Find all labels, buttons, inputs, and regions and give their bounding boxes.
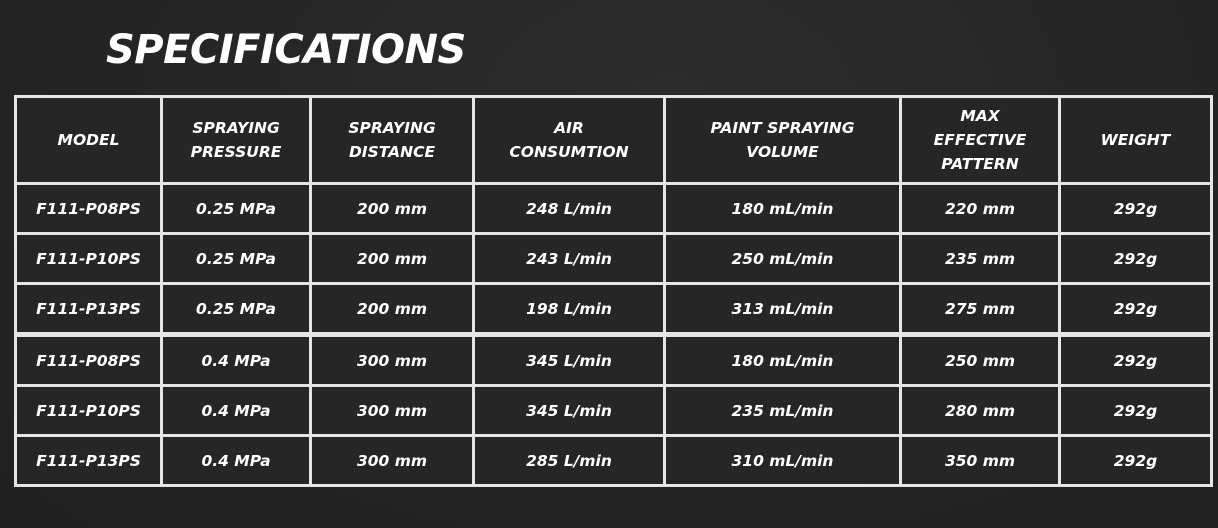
cell-spraying-distance: 200 mm <box>311 184 474 234</box>
cell-paint-spraying-volume: 180 mL/min <box>665 335 901 386</box>
header-paint-spraying-volume <box>665 97 901 184</box>
cell-weight: 292g <box>1060 436 1212 486</box>
cell-max-effective-pattern: 250 mm <box>901 335 1060 386</box>
header-air-consumption <box>474 97 665 184</box>
cell-weight: 292g <box>1060 234 1212 284</box>
header-weight-line: WEIGHT <box>1100 131 1171 149</box>
header-spraying-distance-line-1: SPRAYING <box>348 119 436 137</box>
cell-spraying-pressure: 0.25 MPa <box>162 184 311 234</box>
header-spraying-distance-line-2: DISTANCE <box>348 143 436 161</box>
header-paint-spraying-volume-line-2: VOLUME <box>746 143 819 161</box>
header-air-consumption-line-1: AIR <box>554 119 584 137</box>
cell-weight: 292g <box>1060 184 1212 234</box>
cell-air-consumption: 285 L/min <box>474 436 665 486</box>
cell-weight: 292g <box>1060 284 1212 335</box>
cell-max-effective-pattern: 280 mm <box>901 386 1060 436</box>
cell-weight: 292g <box>1060 335 1212 386</box>
cell-max-effective-pattern: 220 mm <box>901 184 1060 234</box>
cell-spraying-pressure: 0.25 MPa <box>162 284 311 335</box>
cell-paint-spraying-volume: 235 mL/min <box>665 386 901 436</box>
header-air-consumption-line-2: CONSUMTION <box>509 143 629 161</box>
cell-air-consumption: 345 L/min <box>474 386 665 436</box>
header-paint-spraying-volume-line-1: PAINT SPRAYING <box>710 119 855 137</box>
cell-model: F111-P10PS <box>16 386 162 436</box>
cell-paint-spraying-volume: 180 mL/min <box>665 184 901 234</box>
cell-model: F111-P08PS <box>16 184 162 234</box>
cell-model: F111-P13PS <box>16 284 162 335</box>
header-model-line: MODEL <box>57 131 120 149</box>
cell-max-effective-pattern: 275 mm <box>901 284 1060 335</box>
header-spraying-pressure-line-2: PRESSURE <box>190 143 282 161</box>
page-title: SPECIFICATIONS <box>106 27 466 73</box>
header-max-effective-pattern-line-3: PATTERN <box>941 155 1019 173</box>
header-max-effective-pattern <box>901 97 1060 184</box>
table-row <box>16 436 1212 486</box>
cell-spraying-pressure: 0.4 MPa <box>162 436 311 486</box>
cell-air-consumption: 345 L/min <box>474 335 665 386</box>
cell-paint-spraying-volume: 313 mL/min <box>665 284 901 335</box>
table-row <box>16 335 1212 386</box>
cell-spraying-distance: 300 mm <box>311 436 474 486</box>
header-weight <box>1060 97 1212 184</box>
specifications-table <box>14 95 1213 487</box>
cell-model: F111-P10PS <box>16 234 162 284</box>
cell-max-effective-pattern: 235 mm <box>901 234 1060 284</box>
cell-model: F111-P13PS <box>16 436 162 486</box>
header-max-effective-pattern-line-2: EFFECTIVE <box>933 131 1027 149</box>
cell-paint-spraying-volume: 250 mL/min <box>665 234 901 284</box>
header-spraying-pressure-line-1: SPRAYING <box>192 119 280 137</box>
cell-air-consumption: 248 L/min <box>474 184 665 234</box>
cell-spraying-distance: 200 mm <box>311 234 474 284</box>
table-row <box>16 184 1212 234</box>
cell-max-effective-pattern: 350 mm <box>901 436 1060 486</box>
header-model <box>16 97 162 184</box>
cell-spraying-distance: 300 mm <box>311 386 474 436</box>
header-spraying-distance <box>311 97 474 184</box>
cell-air-consumption: 243 L/min <box>474 234 665 284</box>
cell-spraying-distance: 300 mm <box>311 335 474 386</box>
cell-model: F111-P08PS <box>16 335 162 386</box>
cell-spraying-pressure: 0.4 MPa <box>162 386 311 436</box>
table-row <box>16 234 1212 284</box>
cell-weight: 292g <box>1060 386 1212 436</box>
cell-spraying-pressure: 0.25 MPa <box>162 234 311 284</box>
table-header-row <box>16 97 1212 184</box>
cell-air-consumption: 198 L/min <box>474 284 665 335</box>
cell-paint-spraying-volume: 310 mL/min <box>665 436 901 486</box>
header-spraying-pressure <box>162 97 311 184</box>
cell-spraying-pressure: 0.4 MPa <box>162 335 311 386</box>
table-row <box>16 386 1212 436</box>
table-row <box>16 284 1212 335</box>
cell-spraying-distance: 200 mm <box>311 284 474 335</box>
header-max-effective-pattern-line-1: MAX <box>960 107 1000 125</box>
